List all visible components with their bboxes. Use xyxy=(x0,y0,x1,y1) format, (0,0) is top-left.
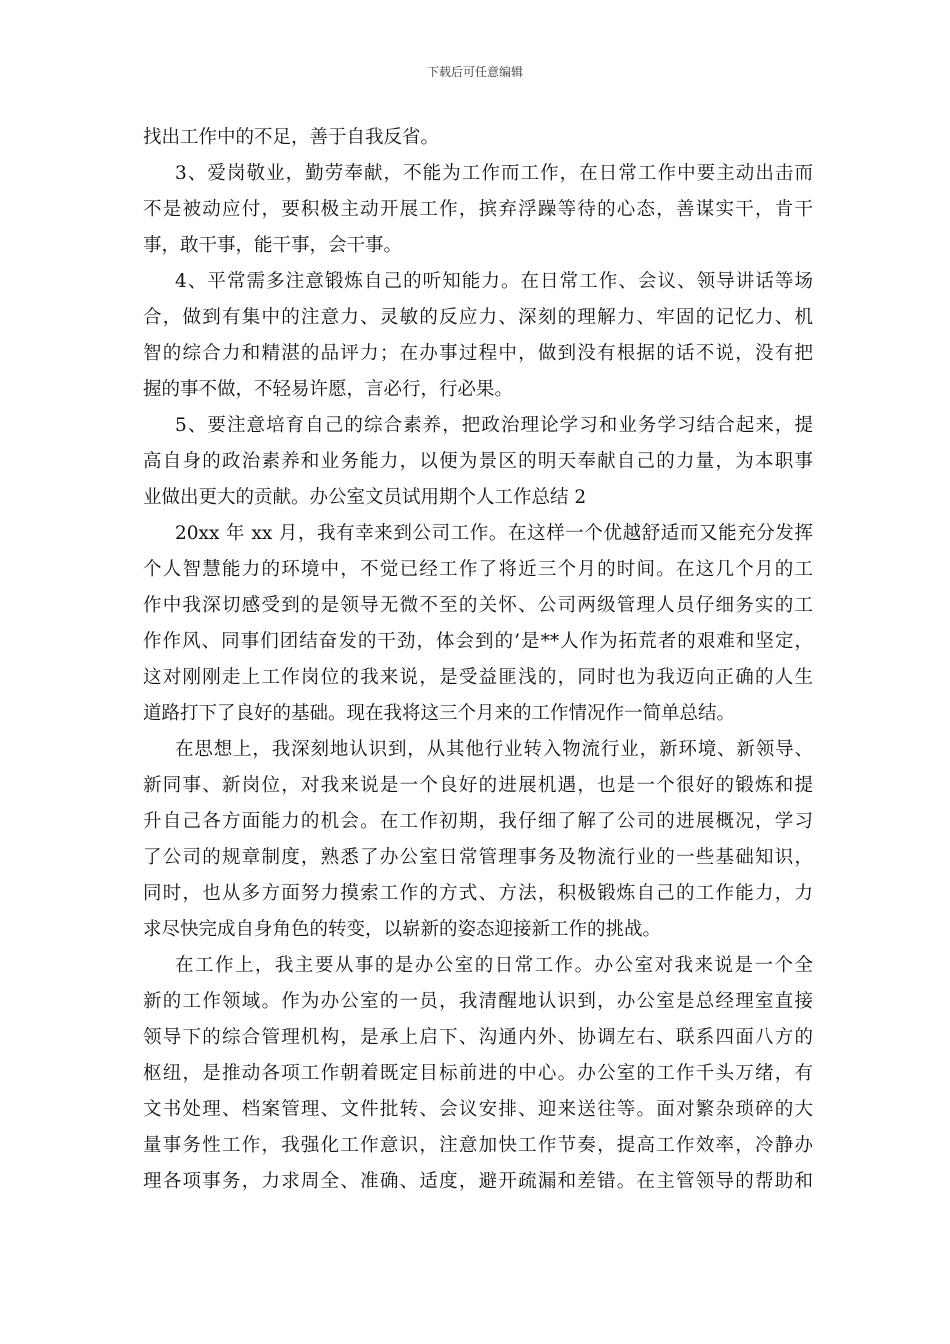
text-line: 作作风、同事们团结奋发的干劲，体会到的’是**人作为拓荒者的艰难和坚定， xyxy=(143,631,813,652)
text-line: 作中我深切感受到的是领导无微不至的关怀、公司两级管理人员仔细务实的工 xyxy=(143,595,813,616)
text-line: 4、平常需多注意锻炼自己的听知能力。在日常工作、会议、领导讲话等场 xyxy=(175,271,813,292)
text-line: 找出工作中的不足，善于自我反省。 xyxy=(143,127,440,148)
text-line: 升自己各方面能力的机会。在工作初期，我仔细了解了公司的进展概况，学习 xyxy=(143,811,813,832)
document-body xyxy=(143,120,813,1200)
text-line: 3、爱岗敬业，勤劳奉献，不能为工作而工作，在日常工作中要主动出击而 xyxy=(175,163,813,184)
text-line: 领导下的综合管理机构，是承上启下、沟通内外、协调左右、联系四面八方的 xyxy=(143,1027,813,1048)
text-line: 不是被动应付，要积极主动开展工作，摈弃浮躁等待的心态，善谋实干，肯干 xyxy=(143,199,813,220)
text-line: 求尽快完成自身角色的转变，以崭新的姿态迎接新工作的挑战。 xyxy=(143,919,662,940)
text-line: 握的事不做，不轻易许愿，言必行，行必果。 xyxy=(143,379,514,400)
text-line: 20xx 年 xx 月，我有幸来到公司工作。在这样一个优越舒适而又能充分发挥 xyxy=(175,523,813,544)
text-line: 了公司的规章制度，熟悉了办公室日常管理事务及物流行业的一些基础知识， xyxy=(143,847,813,868)
text-line: 量事务性工作，我强化工作意识，注意加快工作节奏，提高工作效率，冷静办 xyxy=(143,1135,813,1156)
text-line: 这对刚刚走上工作岗位的我来说，是受益匪浅的，同时也为我迈向正确的人生 xyxy=(143,667,813,688)
text-line: 事，敢干事，能干事，会干事。 xyxy=(143,235,403,256)
text-line: 道路打下了良好的基础。现在我将这三个月来的工作情况作一简单总结。 xyxy=(143,703,736,724)
text-line: 高自身的政治素养和业务能力，以便为景区的明天奉献自己的力量，为本职事 xyxy=(143,451,813,472)
text-line: 同时，也从多方面努力摸索工作的方式、方法，积极锻炼自己的工作能力，力 xyxy=(143,883,813,904)
text-line: 在思想上，我深刻地认识到，从其他行业转入物流行业，新环境、新领导、 xyxy=(175,739,813,760)
text-line: 理各项事务，力求周全、准确、适度，避开疏漏和差错。在主管领导的帮助和 xyxy=(143,1171,813,1192)
text-line: 个人智慧能力的环境中，不觉已经工作了将近三个月的时间。在这几个月的工 xyxy=(143,559,813,580)
text-line: 枢纽，是推动各项工作朝着既定目标前进的中心。办公室的工作千头万绪，有 xyxy=(143,1063,813,1084)
text-line: 在工作上，我主要从事的是办公室的日常工作。办公室对我来说是一个全 xyxy=(175,955,813,976)
text-line: 合，做到有集中的注意力、灵敏的反应力、深刻的理解力、牢固的记忆力、机 xyxy=(143,307,813,328)
text-line: 新的工作领域。作为办公室的一员，我清醒地认识到，办公室是总经理室直接 xyxy=(143,991,813,1012)
text-line: 文书处理、档案管理、文件批转、会议安排、迎来送往等。面对繁杂琐碎的大 xyxy=(143,1099,813,1120)
text-line: 业做出更大的贡献。办公室文员试用期个人工作总结 2 xyxy=(143,487,587,508)
text-line: 5、要注意培育自己的综合素养，把政治理论学习和业务学习结合起来，提 xyxy=(175,415,813,436)
page-header-note: 下载后可任意编辑 xyxy=(426,65,523,79)
text-line: 智的综合力和精湛的品评力；在办事过程中，做到没有根据的话不说，没有把 xyxy=(143,343,813,364)
text-line: 新同事、新岗位，对我来说是一个良好的进展机遇，也是一个很好的锻炼和提 xyxy=(143,775,813,796)
